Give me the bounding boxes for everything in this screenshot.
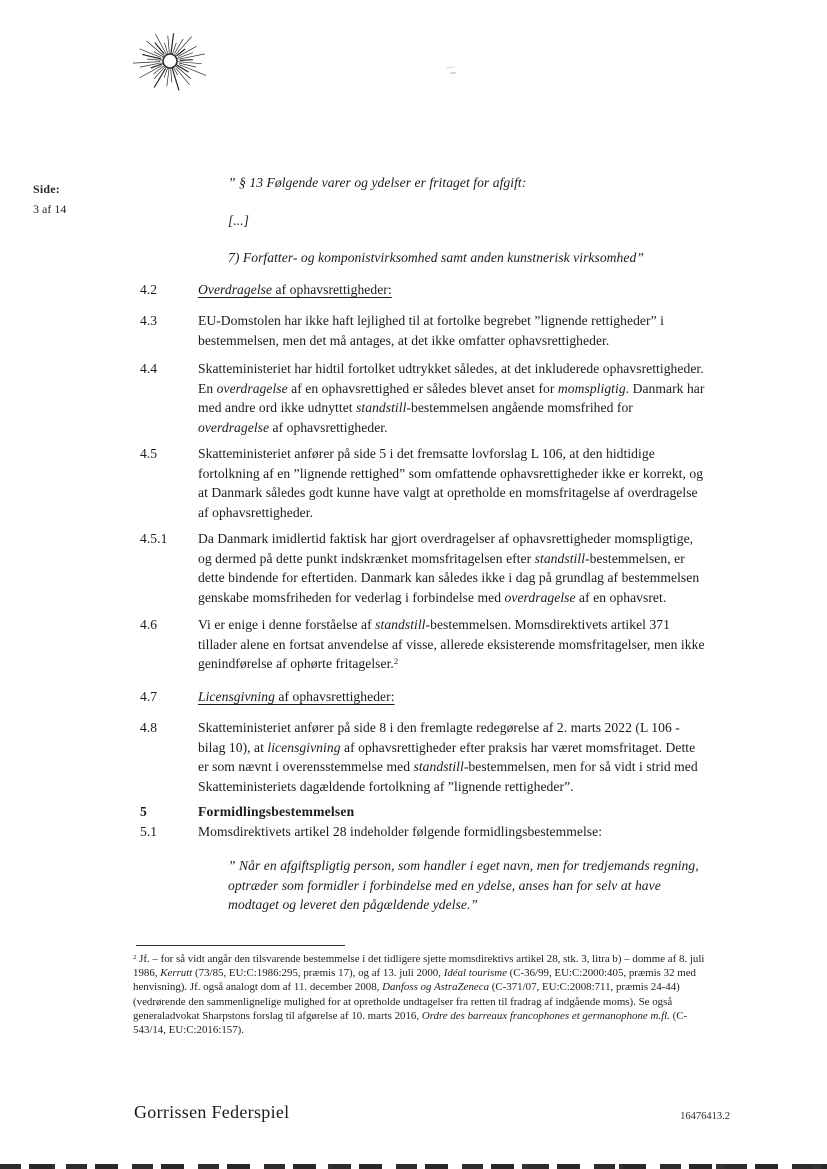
section-paragraph: Da Danmark imidlertid faktisk har gjort overdragelser af ophavsrettigheder momspligtige, og dermed på dette punkt indskrænket momsfritagelsen efter standstill-bestemmelsen, er dette bindende for eftertiden. Danmark kan således ikke i dag på grundlag af bestemmelsen genskabe momsfriheden for vederlag i forbindelse med overdragelse af en ophavsret.: [198, 531, 700, 605]
quote-text: [...]: [228, 212, 250, 228]
section-number: 4.5.1: [140, 531, 168, 546]
quote-section13-line1: [140, 173, 707, 193]
section-paragraph: Skatteministeriet anfører på side 5 i det fremsatte lovforslag L 106, at den hidtidige fortolkning af en ”lignende rettighed” som omfattende ophavsrettigheder ikke er korrekt, og at Danmark således godt kunne have valgt at opretholde en momsfritagelse af overdragelse af ophavsrettigheder.: [198, 446, 704, 520]
document-id: 16476413.2: [680, 1111, 730, 1122]
section-4-2: [140, 280, 707, 300]
section-paragraph: Vi er enige i denne forståelse af standstill-bestemmelsen. Momsdirektivets artikel 371 tillader alene en fortsat anvendelse af visse, allerede eksisterende momsfritagelser, men ikke genindførelse af ophørte fritagelser.$^2$: [198, 617, 705, 671]
section-number: 4.7: [140, 688, 158, 704]
section-number: [140, 248, 198, 268]
section-4-6: [140, 615, 707, 674]
section-paragraph: Skatteministeriet har hidtil fortolket udtrykket således, at det inkluderede ophavsrettigheder. En overdragelse af en ophavsrettighed er således blevet anset for momspligtig. Danmark har med andre ord ikke udnyttet standstill-bestemmelsen angående momsfrihed for overdragelse af ophavsrettigheder.: [198, 361, 705, 435]
section-4-8: [140, 718, 707, 796]
section-paragraph: Momsdirektivets artikel 28 indeholder følgende formidlingsbestemmelse:: [198, 823, 603, 839]
scan-artifact: [444, 66, 458, 75]
section-paragraph: Skatteministeriet anfører på side 8 i den fremlagte redegørelse af 2. marts 2022 (L 106 - bilag 10), at licensgivning af ophavsrettigheder efter praksis har været momsfritaget. Dette er som nævnt i overensstemmelse med standstill-bestemmelsen, men for så vidt i strid med Skatteministeriets dagældende fortolkning af ”lignende rettigheder”.: [198, 720, 698, 794]
section-number: 4.6: [140, 617, 158, 632]
section-number: 5: [140, 804, 147, 819]
quote-text: ” § 13 Følgende varer og ydelser er fritaget for afgift:: [228, 175, 527, 190]
scan-edge-artifact: [0, 1164, 827, 1169]
section-4-4: [140, 359, 707, 437]
side-value: 3 af 14: [33, 202, 67, 216]
section-number: 4.2: [140, 281, 158, 297]
page-number-block: [33, 179, 66, 219]
document-body: [140, 173, 707, 915]
quote-section13-line3: [140, 248, 707, 268]
quote-text: 7) Forfatter- og komponistvirksomhed samt anden kunstnerisk virksomhed”: [228, 250, 644, 265]
quote-text: ” Når en afgiftspligtig person, som handler i eget navn, men for tredjemands regning, optræder som formidler i forbindelse med en ydelse, anses han for selv at have modtaget og leveret den pågældende ydelse.”: [228, 858, 699, 912]
section-heading: Formidlingsbestemmelsen: [198, 804, 355, 819]
side-label: Side:: [33, 182, 61, 196]
section-number: 4.4: [140, 361, 158, 376]
section-number: 4.8: [140, 720, 158, 735]
section-4-5: [140, 444, 707, 522]
starburst-icon: [133, 30, 207, 96]
section-number: 4.3: [140, 313, 158, 328]
section-5: [140, 802, 707, 822]
section-number: [140, 211, 198, 231]
section-number: 4.5: [140, 446, 158, 461]
starburst-logo: [133, 30, 207, 96]
quote-article28: [140, 856, 707, 915]
section-paragraph: EU-Domstolen har ikke haft lejlighed til at fortolke begrebet ”lignende rettigheder” i bestemmelsen, men det må antages, at det ikke omfatter ophavsrettigheder.: [198, 313, 664, 348]
footnote-text: $^2$ Jf. – for så vidt angår den tilsvarende bestemmelse i det tidligere sjette momsdirektivs artikel 28, stk. 3, litra b) – domme af 8. juli 1986, Kerrutt (73/85, EU:C:1986:295, præmis 17), og af 13. juli 2000, Idéal tourisme (C-36/99, EU:C:2000:405, præmis 32 med henvisning). Jf. også analogt dom af 11. december 2008, Danfoss og AstraZeneca (C-371/07, EU:C:2008:711, præmis 24-44) (vedrørende den sammenlignelige mulighed for at opretholde undtagelser fra retten til fradrag af indgående moms). Se også generaladvokat Sharpstons forslag til afgørelse af 10. marts 2016, Ordre des barreaux francophones et germanophone m.fl. (C-543/14, EU:C:2016:157).: [133, 953, 705, 1037]
section-heading: Licensgivning af ophavsrettigheder:: [198, 688, 395, 704]
firm-name: Gorrissen Federspiel: [134, 1102, 290, 1122]
section-5-1: [140, 822, 707, 842]
section-4-5-1: [140, 529, 707, 607]
section-4-7: [140, 687, 707, 707]
quote-section13-line2: [140, 211, 707, 231]
footnote-divider: [136, 945, 345, 946]
section-heading: Overdragelse af ophavsrettigheder:: [198, 281, 392, 297]
section-number: [140, 856, 198, 915]
section-number: [140, 173, 198, 193]
section-number: 5.1: [140, 823, 158, 839]
section-4-3: [140, 311, 707, 350]
